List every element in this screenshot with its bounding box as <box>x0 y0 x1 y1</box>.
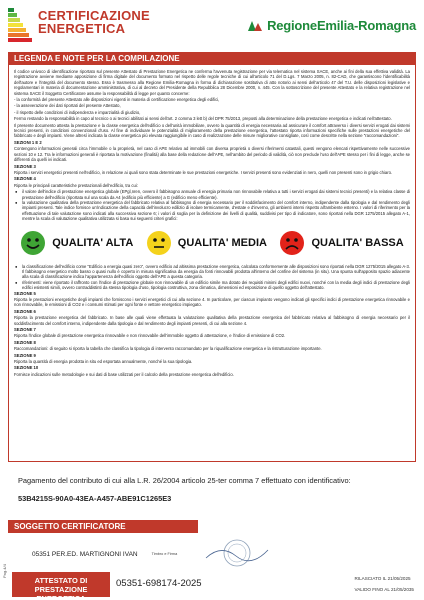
list-item: ● la classificazione dell'edificio come "Edificio a energia quasi zero", ovvero edificio ad altissima prestazione energetica, calcolata conformemente alle disposizioni sono riportati nella DGR 1275/2015 allegato A-3. Il fabbisogno energetico molto basso o quasi nullo è coperto in misura significativa da energia da fonti rinnovabili prodotta all'interno del confine del sistema (in situ). Una spunta sull'apposito spazio adiacente alla scala di classificazione indica l'appartenenza dell'edificio oggetto dell'APE a questa categoria. <box>22 264 410 280</box>
payment-identifier: 53B4215S-90A0-43EA-A457-ABE91C1265E3 <box>18 494 172 503</box>
section-heading: SEZIONE 9 <box>14 352 36 358</box>
section-text: Riporta i servizi energetici presenti nell'edificio, in relazione ai quali sono stata determinate le sue prestazioni energetiche. I servizi presenti sono evidenziati in nero, quelli non presenti sono in grigio chiaro. <box>14 169 393 175</box>
list-item: ● riferimenti: viene riportato il raffronto con l'indice di prestazione globale non rinnovabile di un edificio simile ma dotato dei requisiti minimi degli edifici nuovi, nonché con la media degli indici di prestazione degli edifici esistenti simili, ovvero contraddistinti da stessa tipologia d'uso, tipologia costruttiva, zona climatica, dimensioni ed esposizione di quello oggetto dell'attestato. <box>22 280 410 291</box>
quality-low-label: QUALITA' BASSA <box>311 236 404 249</box>
smiley-happy-icon <box>20 230 46 256</box>
section-4-list-2 <box>14 264 410 291</box>
section-text: Riporta la quantità di energia prodotta in situ ed esportata annualmente, nonché la sua tipologia. <box>14 359 193 365</box>
certification-title <box>38 9 150 35</box>
section-4-list <box>14 189 410 221</box>
section-heading: SEZIONE 3 <box>14 163 36 169</box>
responsibility-item: - la conformità del presente Attestato alle disposizioni vigenti in materia di certificazione energetica degli edifici, <box>14 97 220 103</box>
quality-scale <box>14 226 410 260</box>
smiley-neutral-icon <box>146 230 172 256</box>
section-text: Riporta l'indice globale di prestazione energetica rinnovabile e non rinnovabile dell'immobile oggetto di attestazione, e l'indice di emissione di CO2. <box>14 333 286 339</box>
page-header <box>0 0 424 52</box>
issued-label: RILASCIATO IL <box>354 576 387 581</box>
region-name: RegioneEmilia-Romagna <box>267 18 416 33</box>
responsibility-item: - la asseverazione dei dati riportati del presente Attestato, <box>14 103 121 109</box>
paragraph: Fermo restando la responsabilità in capo al tecnico o ai tecnici abilitati ai sensi dell'art. 2 comma 3 lett b) del DPR 75/2013, preposti alla determinazione della prestazione energetica e indicati nell'attestato. <box>14 116 392 122</box>
quality-medium-item <box>146 230 267 256</box>
section-text: Riporta la prestazione energetica del fabbricato. In base alle quali viene effettuata la valutazione qualitativa della prestazione energetica del fabbricato relativa al fabbisogno di energia necessario per il soddisfacimento del comfort interno, indipendente dalla tipologia e dal rendimento degli impianti presenti, di cui alla sezione 4. <box>14 315 410 326</box>
document-code: 05351-698174-2025 <box>116 578 202 589</box>
footer-doc-title <box>12 572 110 600</box>
section-text: Contengono informazioni generali circa l'immobile o la proprietà, nel caso di APE relativo ad immobili con diversa proprietà o diversi riferimenti catastali, questi vengono elencati rispettivamente nelle successive sezioni 10 e 12. Tra le informazioni generali è riportata la motivazione (finalità) alla base della redazione dell'APE, nell'ambito del periodo di validità, ciò non preclude l'uso dell'APE stesso per i fini di legge, anche se differenti da quelli ivi indicati. <box>14 146 410 163</box>
list-item: ● il valore dell'indice di prestazione energetica globale (EPgl,nren, ovvero il fabbisogno annuale di energia primaria non rinnovabile relativa a tutti i servizi erogati dai sistemi tecnici presenti) e la relativa classe di prestazione dell'edificio (riportata sul una scala da A4 (edificio più efficiente) a G (edificio meno efficiente). <box>22 189 410 200</box>
section-heading: SEZIONE 7 <box>14 327 36 333</box>
certifier-row <box>8 539 416 569</box>
quality-high-item <box>20 230 133 256</box>
title-line-1: CERTIFICAZIONE <box>38 8 150 23</box>
responsibility-item: - il rispetto delle condizioni di indipendenza e imparzialità di giudizio, <box>14 109 141 115</box>
section-heading: SEZIONE 5 <box>14 290 36 296</box>
payment-text: Pagamento del contributo di cui alla L.R. 26/2004 articolo 25-ter comma 7 effettuato con identificativo: <box>18 476 351 485</box>
legend-notes <box>8 64 416 462</box>
quality-medium-label: QUALITA' MEDIA <box>177 236 267 249</box>
section-heading: SEZIONE 8 <box>14 339 36 345</box>
smiley-sad-icon <box>279 230 305 256</box>
quality-low-item <box>279 230 403 256</box>
intro-paragraph: Il codice univoco di identificazione riportato sul presente Attestato di Prestazione Energetica ne conferma l'avvenuta registrazione per via telematica nel sistema SACE, anche ai fini della sua effettiva validità. La registrazione avviene mediante apposizione di firma digitale del documento formato nel rispetto delle regole tecniche di cui all'articolo 71 del D.Lgs. 7 Marzo 2005, n. 82-CAD, che garantiscono l'identificabilità dell'autore e l'integrità del documento stesso. Esso è trasmesso alla Regione Emilia-Romagna in forma di dichiarazione sostitutiva di atto notorio ai sensi dell'articolo 47 del T.U. delle disposizioni legislative e regolamentari in materia di documentazione amministrativa, di cui al decreto del Presidente della Repubblica 28 Dicembre 2000, n. 445. Con la sottoscrizione del presente Attestato e la relativa registrazione nel sistema SACE il Soggetto Certificatore assume la responsabilità di legge per quanto concerne: <box>14 69 410 96</box>
region-logo <box>247 18 416 33</box>
region-emblem-icon <box>247 19 263 33</box>
list-item: ● la valutazione qualitativa della prestazione energetica del fabbricato relativa al fabbisogno di energia necessario per il soddisfacimento del comfort interno, indipendente dalla tipologia e dal rendimento degli impianti presenti. Tale indice fornisce un'indicazione della capacità dell'involucro edilizio di isolare termicamente, d'estate e d'inverno, gli ambienti interni rispetto all'ambiente esterno. I valori di riferimento per la effettuazione di tale valutazione sono indicati alla successiva sezione 6; i valori di soglia per la definizione dei livelli di qualità, suddivisi per tipo di indicatore, sono riportati nella DGR 1275/2015 allegato A-1, mentre la scala di valutazione qualitativa utilizzata si basa sui seguenti criteri grafici: <box>22 200 410 222</box>
doc-title-line-1: ATTESTATO DI <box>34 576 88 585</box>
section-heading: SEZIONE 6 <box>14 308 36 314</box>
certifier-name: 05351 PER.ED. MARTIGNONI IVAN <box>32 550 138 558</box>
issued-row <box>354 573 414 584</box>
section-text: Fornisce indicazioni sulle metodologie e sui dati di base utilizzati per il calcolo della prestazione energetica dell'edificio. <box>14 371 234 377</box>
valid-row <box>354 584 414 595</box>
certification-logo-icon <box>8 8 32 42</box>
page-number: Pag.4/4 <box>2 564 7 578</box>
section-text: Riporta le principali caratteristiche prestazionali dell'edificio, tra cui: <box>14 182 138 188</box>
section-heading: SEZIONE 10 <box>14 365 39 371</box>
valid-label: VALIDO FINO AL <box>354 587 390 592</box>
quality-high-label: QUALITA' ALTA <box>52 236 134 249</box>
section-text: Riporta le prestazioni energetiche degli impianti che forniscono i servizi energetici di cui alla sezione 4. In particolare, per ciascun impianto vengono indicati gli specifici indici di prestazione energetica rinnovabile e non rinnovabile, le emissioni di CO2 e i consumi stimati per ogni fonte e vettore energetico impiegato. <box>14 297 410 308</box>
doc-title-line-2: PRESTAZIONE ENERGETICA <box>34 585 88 600</box>
paragraph: Il presente documento attesta la prestazione e la classe energetica dell'edificio o dell'unità immobiliare, ovvero la quantità di energia necessaria ad assicurare il comfort attraverso i diversi servizi erogati dai sistemi tecnici presenti, in condizioni convenzionali d'uso. Al fine di individuare le potenzialità di miglioramento della prestazione energetica, l'attestato riporta informazioni specifiche sulle prestazioni energetiche del fabbricato e degli impianti. Viene altresì indicata la classe energetica più elevata raggiungibile in caso di realizzazione delle misure migliorative consigliate, così come descritte nella sezione "raccomandazioni". <box>14 122 410 139</box>
section-text: Raccomandazioni: di seguito si riporta la tabella che classifica la tipologia di intervento raccomandato per la riqualificazione energetica e la ristrutturazione importante. <box>14 346 322 352</box>
section-heading: SEZIONE 4 <box>14 176 36 182</box>
title-line-2: ENERGETICA <box>38 21 126 36</box>
issued-date: 21/05/2025 <box>387 576 411 581</box>
valid-date: 21/05/2035 <box>391 587 414 592</box>
section-heading: SEZIONI 1 E 2 <box>14 139 42 145</box>
stamp-label: Timbro e Firma <box>151 552 178 556</box>
certifier-section-bar: SOGGETTO CERTIFICATORE <box>8 520 198 533</box>
payment-section <box>18 476 408 503</box>
certifier-stamp-icon <box>196 538 278 568</box>
legend-section-bar: LEGENDA E NOTE PER LA COMPILAZIONE <box>8 52 416 65</box>
footer-dates <box>354 573 414 595</box>
